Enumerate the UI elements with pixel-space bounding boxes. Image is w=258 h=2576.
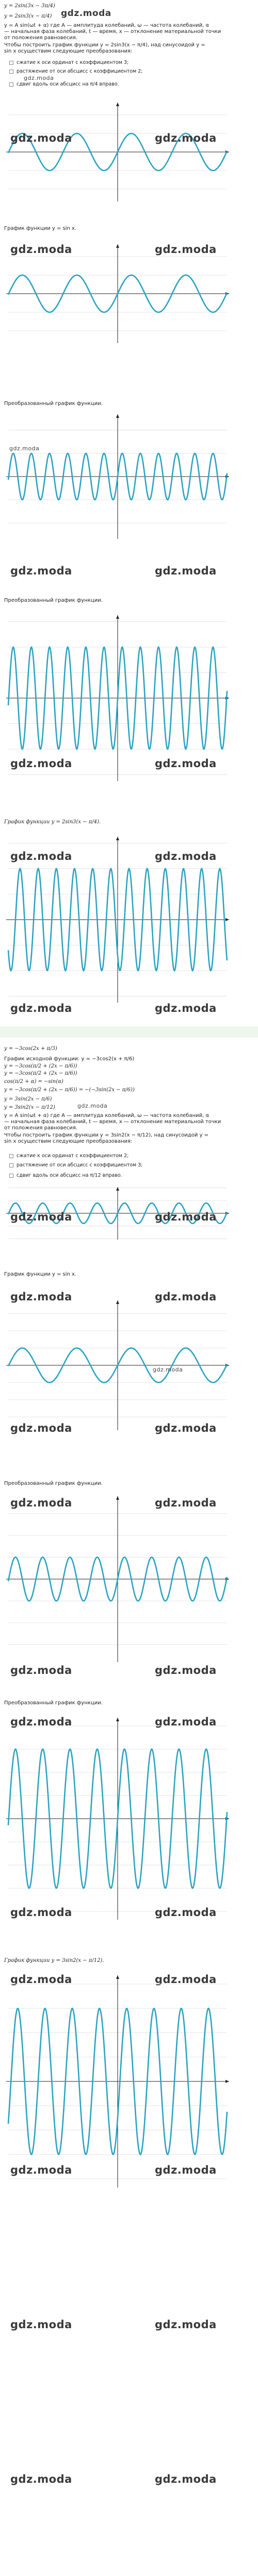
x-axis-arrow-icon xyxy=(225,2080,229,2083)
y-axis-arrow-icon xyxy=(116,837,119,840)
graph-title: График функции y = 2sin3(x − π/4). xyxy=(4,819,101,825)
y-axis-arrow-icon xyxy=(116,1975,119,1979)
step-item: растяжение от оси абсцисс с коэффициентом 2; xyxy=(9,69,142,75)
watermark: gdz.moda xyxy=(10,1664,72,1676)
watermark: gdz.moda xyxy=(24,75,54,81)
formula-line: y = −3cos(2x + π/3) xyxy=(4,1046,57,1052)
watermark: gdz.moda xyxy=(10,2473,72,2485)
graph-sin xyxy=(4,242,231,345)
watermark: gdz.moda xyxy=(155,132,217,144)
watermark: gdz.moda xyxy=(10,132,72,144)
y-axis-arrow-icon xyxy=(116,615,119,619)
formula-line: y = 3sin(2x − π/6) xyxy=(4,1096,52,1102)
step-item: сдвиг вдоль оси абсцисс на π/12 вправо. xyxy=(9,1173,122,1179)
graph-final xyxy=(4,835,231,1005)
checkbox-icon xyxy=(9,1154,13,1158)
checkbox-icon xyxy=(9,82,13,87)
watermark: gdz.moda xyxy=(10,1497,72,1509)
watermark: gdz.moda xyxy=(155,1664,217,1676)
formula-line: y = −3cos(π/2 + (2x − π/6)) xyxy=(4,1063,77,1069)
formula-line: — начальная фаза колебаний, t — время, x — отклонение материальной точки xyxy=(4,1119,221,1125)
graph-sin xyxy=(4,1298,231,1432)
formula-line: y = −3cos(π/2 + (2x − π/6)) xyxy=(4,1071,77,1076)
step-item: растяжение от оси абсцисс с коэффициентом 3; xyxy=(9,1162,142,1168)
graph-transformed xyxy=(4,412,231,541)
step-item: сжатие к оси ординат с коэффициентом 2; xyxy=(9,1153,128,1159)
watermark: gdz.moda xyxy=(61,8,111,19)
graph-sin xyxy=(4,100,231,204)
watermark: gdz.moda xyxy=(9,445,40,452)
watermark: gdz.moda xyxy=(10,1716,72,1728)
watermark: gdz.moda xyxy=(155,1973,217,1986)
graph-transformed xyxy=(4,1716,231,1922)
watermark: gdz.moda xyxy=(153,1366,183,1373)
formula-line: — начальная фаза колебаний, t — время, x — отклонение материальной точки xyxy=(4,29,221,35)
watermark: gdz.moda xyxy=(10,1002,72,1014)
x-axis-arrow-icon xyxy=(225,918,229,921)
watermark: gdz.moda xyxy=(10,1422,72,1434)
formula-line: y = A sin(ωt + α) где A — амплитуда колебаний, ω — частота колебаний, α xyxy=(4,23,209,28)
formula-line: от положения равновесия. xyxy=(4,1125,77,1131)
watermark: gdz.moda xyxy=(155,243,217,256)
watermark: gdz.moda xyxy=(10,1973,72,1986)
formula-line: y = 2sin(3x − 3π/4) xyxy=(4,3,55,9)
watermark: gdz.moda xyxy=(155,1716,217,1728)
formula-line: y = A sin(ωt + α) где A — амплитуда колебаний, ω — частота колебаний, α xyxy=(4,1113,209,1118)
step-item: сдвиг вдоль оси абсцисс на π/4 вправо. xyxy=(9,81,119,88)
watermark: gdz.moda xyxy=(155,1291,217,1303)
formula-line: График исходной функции: y = −3cos2(x + π/6) xyxy=(4,1056,135,1062)
graph-title: График функции y = sin x. xyxy=(4,1272,77,1277)
watermark: gdz.moda xyxy=(155,1002,217,1014)
watermark: gdz.moda xyxy=(155,1211,217,1223)
graph-title: График функции y = 3sin2(x − π/12). xyxy=(4,1958,104,1963)
graph-final xyxy=(4,1973,231,2190)
watermark: gdz.moda xyxy=(77,1103,108,1109)
formula-line: sin x осуществим следующие преобразования: xyxy=(4,1139,133,1144)
watermark: gdz.moda xyxy=(10,757,72,770)
watermark: gdz.moda xyxy=(10,1906,72,1919)
checkbox-icon xyxy=(9,61,13,65)
checkbox-icon xyxy=(9,1174,13,1178)
watermark: gdz.moda xyxy=(155,1906,217,1919)
formula-line: Чтобы построить график функции y = 2sin3(x − π/4), над синусоидой y = xyxy=(4,42,205,48)
graph-title: Преобразованный график функции. xyxy=(4,598,103,603)
section-divider xyxy=(0,1026,258,1038)
y-axis-arrow-icon xyxy=(116,1496,119,1500)
watermark: gdz.moda xyxy=(155,850,217,862)
formula-line: sin x осуществим следующие преобразования: xyxy=(4,48,133,54)
checkbox-icon xyxy=(9,70,13,74)
formula-line: от положения равновесия. xyxy=(4,35,77,41)
graph-title: Преобразованный график функции. xyxy=(4,401,103,406)
graph-title: График функции y = sin x. xyxy=(4,226,77,231)
watermark: gdz.moda xyxy=(10,565,72,577)
formula-line: y = −3cos(π/2 + (2x − π/6)) = −(−3sin(2x − π/6)) xyxy=(4,1087,135,1093)
checkbox-icon xyxy=(9,1163,13,1167)
watermark: gdz.moda xyxy=(155,2164,217,2176)
watermark: gdz.moda xyxy=(10,243,72,256)
y-axis-arrow-icon xyxy=(116,244,119,248)
watermark: gdz.moda xyxy=(10,1211,72,1223)
y-axis-arrow-icon xyxy=(116,103,119,106)
y-axis-arrow-icon xyxy=(116,414,119,418)
watermark: gdz.moda xyxy=(155,1422,217,1434)
watermark: gdz.moda xyxy=(155,2473,217,2485)
formula-line: cos(π/2 + α) = −sin(α) xyxy=(4,1079,63,1084)
watermark: gdz.moda xyxy=(10,2164,72,2176)
watermark: gdz.moda xyxy=(10,2318,72,2331)
step-item: сжатие к оси ординат с коэффициентом 3; xyxy=(9,60,128,66)
y-axis-arrow-icon xyxy=(116,1300,119,1304)
watermark: gdz.moda xyxy=(10,850,72,862)
watermark: gdz.moda xyxy=(155,757,217,770)
watermark: gdz.moda xyxy=(155,565,217,577)
formula-line: y = 3sin2(x − π/12) xyxy=(4,1105,55,1110)
watermark: gdz.moda xyxy=(155,1497,217,1509)
formula-line: Чтобы построить график функции y = 3sin2(x − π/12), над синусоидой y = xyxy=(4,1132,209,1138)
formula-line: y = 2sin3(x − π/4) xyxy=(4,13,52,19)
graph-title: Преобразованный график функции. xyxy=(4,1700,103,1706)
graph-transformed xyxy=(4,1494,231,1664)
watermark: gdz.moda xyxy=(10,1291,72,1303)
watermark: gdz.moda xyxy=(155,2318,217,2331)
graph-title: Преобразованный график функции. xyxy=(4,1481,103,1486)
y-axis-arrow-icon xyxy=(116,1718,119,1721)
